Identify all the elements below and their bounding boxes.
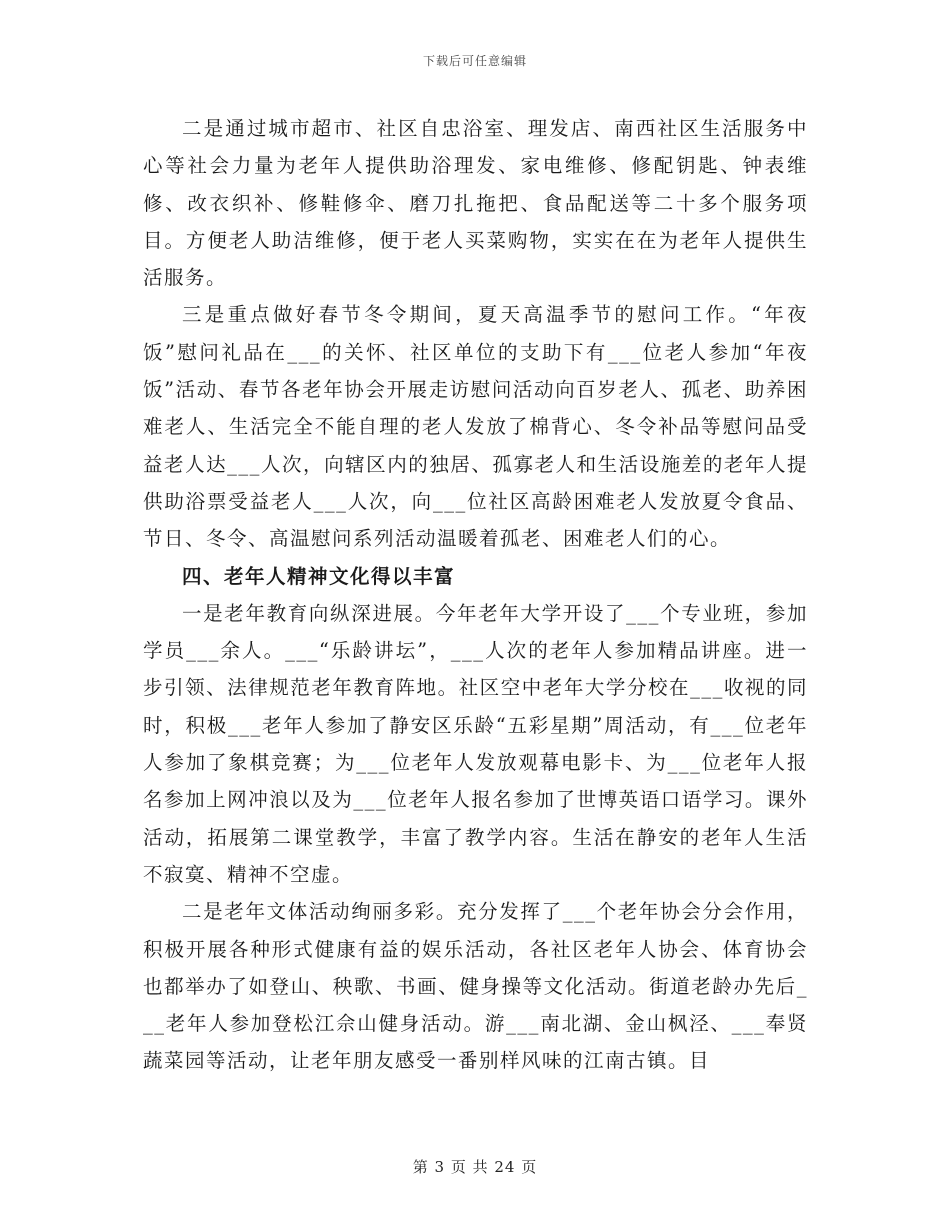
paragraph-elder-education: 一是老年教育向纵深进展。今年老年大学开设了___个专业班，参加学员___余人。___“乐龄讲坛”，___人次的老年人参加精品讲座。进一步引领、法律规范老年教育阵地。社区空中老年大学分校在___收视的同时，积极___老年人参加了静安区乐龄“五彩星期”周活动，有___位老年人参加了象棋竞赛；为___位老年人发放观幕电影卡、为___位老年人报名参加上网冲浪以及为___位老年人报名参加了世博英语口语学习。课外活动，拓展第二课堂教学，丰富了教学内容。生活在静安的老年人生活不寂寞、精神不空虚。 — [143, 601, 808, 886]
paragraph-cultural-activities: 二是老年文体活动绚丽多彩。充分发挥了___个老年协会分会作用，积极开展各种形式健康有益的娱乐活动，各社区老年人协会、体育协会也都举办了如登山、秧歌、书画、健身操等文化活动。街道老龄办先后___老年人参加登松江佘山健身活动。游___南北湖、金山枫泾、___奉贤蔬菜园等活动，让老年朋友感受一番别样风味的江南古镇。目 — [143, 900, 808, 1073]
page-number: 第 3 页 共 24 页 — [412, 1158, 538, 1176]
paragraph-holiday-visits: 三是重点做好春节冬令期间，夏天高温季节的慰问工作。“年夜饭”慰问礼品在___的关怀、社区单位的支助下有___位老人参加“年夜饭”活动、春节各老年协会开展走访慰问活动向百岁老人、孤老、助养困难老人、生活完全不能自理的老人发放了棉背心、冬令补品等慰问品受益老人达___人次，向辖区内的独居、孤寡老人和生活设施差的老年人提供助浴票受益老人___人次，向___位社区高龄困难老人发放夏令食品、节日、冬令、高温慰问系列活动温暖着孤老、困难老人们的心。 — [143, 303, 808, 551]
section-heading: 四、老年人精神文化得以丰富 — [182, 564, 456, 588]
document-body — [143, 110, 808, 1080]
page-header: 下载后可任意编辑 — [422, 54, 527, 68]
paragraph-bathing-services: 二是通过城市超市、社区自忠浴室、理发店、南西社区生活服务中心等社会力量为老年人提供助浴理发、家电维修、修配钥匙、钟表维修、改衣织补、修鞋修伞、磨刀扎拖把、食品配送等二十多个服务项目。方便老人助洁维修，便于老人买菜购物，实实在在为老年人提供生活服务。 — [143, 117, 808, 290]
